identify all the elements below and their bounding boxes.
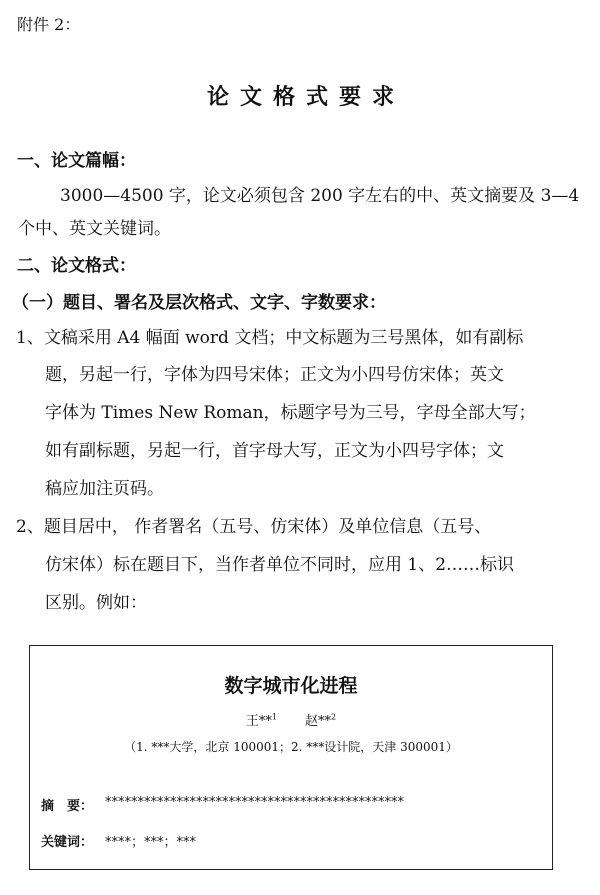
item2-line-3: 区别。例如：	[45, 593, 147, 613]
sample-author-1-sup: 1	[271, 712, 277, 722]
page-title: 论文格式要求	[206, 85, 405, 110]
sample-affiliation: （1. ***大学，北京 100001；2. ***设计院，天津 300001）	[124, 740, 458, 754]
attachment-label: 附件 2：	[17, 15, 81, 34]
section1-line-1: 3000—4500 字，论文必须包含 200 字左右的中、英文摘要及 3—4	[60, 186, 580, 206]
sample-keywords-value: ****；***；***	[105, 835, 197, 850]
section1-line-2: 个中、英文关键词。	[18, 219, 171, 239]
sample-paper-header-box	[29, 645, 553, 870]
item2-line-1: 2、题目居中， 作者署名（五号、仿宋体）及单位信息（五号、	[16, 517, 492, 537]
item1-line-1: 1、文稿采用 A4 幅面 word 文档；中文标题为三号黑体，如有副标	[16, 328, 524, 348]
item1-line-3: 字体为 Times New Roman，标题字号为三号，字母全部大写；	[45, 403, 536, 423]
sample-author-2: 赵**	[305, 714, 332, 729]
sample-author-1: 王**	[245, 714, 272, 729]
item2-line-2: 仿宋体）标在题目下，当作者单位不同时，应用 1、2……标识	[45, 555, 515, 575]
sample-keywords-label: 关键词：	[41, 835, 94, 850]
item1-line-2: 题，另起一行，字体为四号宋体；正文为小四号仿宋体；英文	[45, 365, 504, 385]
sample-abstract-value: **********************************************	[105, 795, 404, 810]
sample-author-2-sup: 2	[331, 712, 337, 722]
item1-line-5: 稿应加注页码。	[45, 479, 164, 499]
section2-subheading: （一）题目、署名及层次格式、文字、字数要求：	[12, 293, 386, 313]
item1-line-4: 如有副标题，另起一行，首字母大写，正文为小四号字体；文	[45, 441, 504, 461]
sample-title: 数字城市化进程	[224, 675, 358, 697]
sample-abstract-label: 摘 要：	[41, 799, 94, 814]
sample-authors	[30, 710, 552, 729]
section1-heading: 一、论文篇幅：	[17, 151, 136, 171]
section2-heading: 二、论文格式：	[17, 256, 136, 276]
